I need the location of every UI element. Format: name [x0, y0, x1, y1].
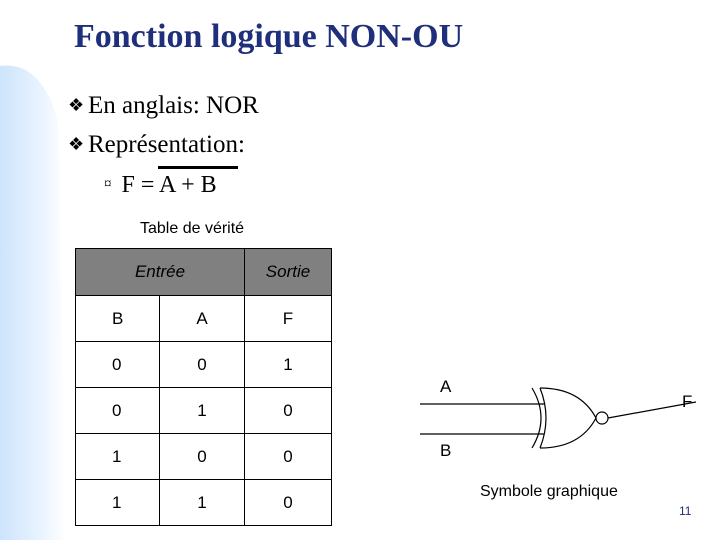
table-row	[76, 480, 332, 526]
page-number: 11	[679, 504, 692, 518]
table-cell: B	[76, 296, 160, 342]
truth-table-caption: Table de vérité	[140, 220, 245, 237]
table-cell: 1	[76, 434, 160, 480]
table-row	[76, 434, 332, 480]
formula-line	[104, 172, 217, 199]
table-header-row	[76, 249, 332, 296]
diamond-bullet-icon: ❖	[68, 95, 85, 115]
table-cell: 0	[76, 342, 160, 388]
table-cell: 0	[160, 342, 245, 388]
table-row	[76, 296, 332, 342]
header-input: Entrée	[76, 249, 245, 296]
overbar	[158, 166, 238, 169]
formula: F = A + B	[121, 172, 217, 198]
table-cell: F	[245, 296, 332, 342]
bullet-representation	[68, 131, 245, 159]
table-cell: 0	[160, 434, 245, 480]
diamond-bullet-icon: ❖	[68, 134, 85, 154]
currency-sub-bullet-icon: ¤	[104, 176, 112, 192]
table-cell: 1	[76, 480, 160, 526]
bullet-english-name	[68, 92, 259, 120]
table-cell: 1	[245, 342, 332, 388]
table-cell: 0	[245, 434, 332, 480]
bullet-text: Représentation:	[88, 131, 245, 158]
slide-title: Fonction logique NON-OU	[74, 18, 464, 55]
gate-caption: Symbole graphique	[480, 483, 618, 500]
gate-input-a-label: A	[440, 377, 452, 396]
table-cell: 0	[245, 480, 332, 526]
gate-input-b-label: B	[440, 441, 452, 460]
nor-gate-icon	[420, 370, 700, 450]
table-cell: 1	[160, 480, 245, 526]
gate-output-label: F	[682, 392, 693, 411]
bullet-text: En anglais: NOR	[88, 92, 259, 119]
table-cell: 1	[160, 388, 245, 434]
table-cell: 0	[76, 388, 160, 434]
table-cell: 0	[245, 388, 332, 434]
table-row	[76, 388, 332, 434]
header-output: Sortie	[245, 249, 332, 296]
table-row	[76, 342, 332, 388]
truth-table	[75, 248, 332, 526]
truth-table-grid	[75, 248, 332, 526]
table-cell: A	[160, 296, 245, 342]
